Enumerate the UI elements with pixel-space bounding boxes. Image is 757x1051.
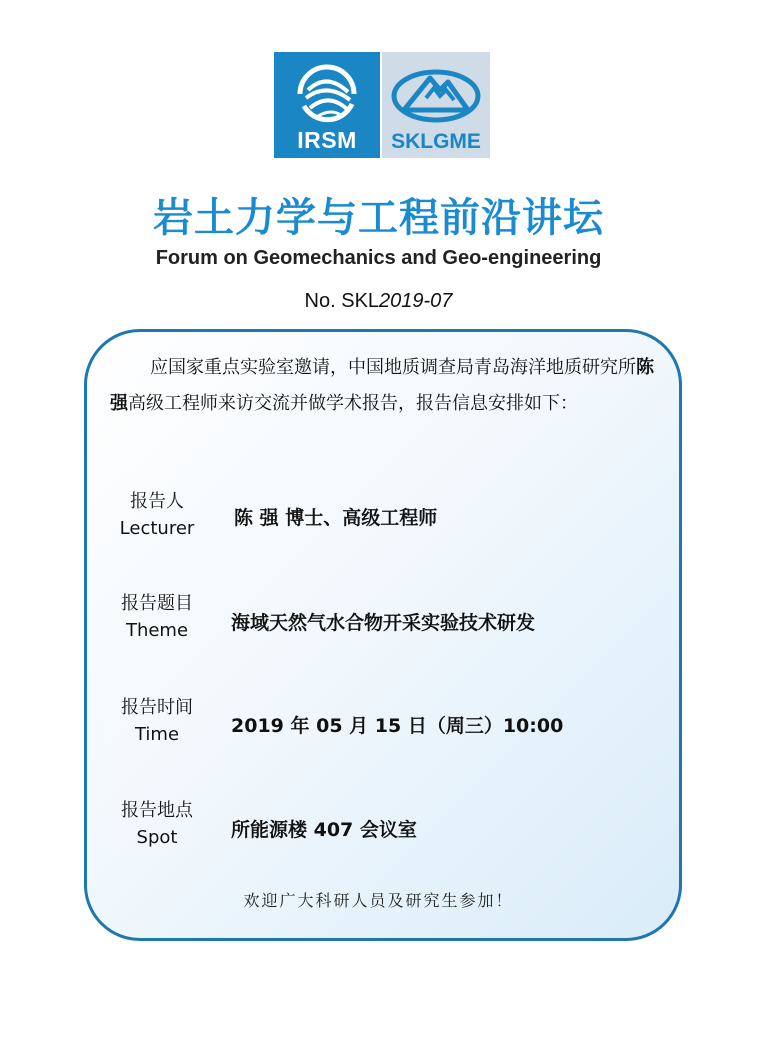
time-label-cn: 报告时间 [121,697,193,718]
sklgme-logo-text: SKLGME [391,130,481,153]
theme-label-en: Theme [125,620,189,641]
spot-label-en: Spot [136,827,178,848]
time-value: 2019 年 05 月 15 日（周三）10:00 [231,715,564,737]
time-label-en: Time [134,724,180,745]
forum-title-en: Forum on Geomechanics and Geo-engineering [155,247,602,269]
theme-label-cn: 报告题目 [121,593,193,614]
irsm-logo-text: IRSM [297,127,357,153]
forum-number [0,290,757,313]
irsm-logo [274,52,380,158]
speaker-name: 陈强 [110,357,654,414]
intro-text-1: 应国家重点实验室邀请，中国地质调查局青岛海洋地质研究所 [150,357,636,378]
intro-paragraph [110,350,658,422]
lecturer-value: 陈 强 博士、高级工程师 [234,507,438,529]
forum-title-cn: 岩土力学与工程前沿讲坛 [153,195,604,241]
spot-value: 所能源楼 407 会议室 [231,819,417,841]
theme-value: 海域天然气水合物开采实验技术研发 [231,612,536,634]
welcome-footer: 欢迎广大科研人员及研究生参加！ [243,891,514,910]
lecturer-label [82,488,232,542]
time-label [82,694,232,748]
sklgme-logo [382,52,490,158]
spot-label-cn: 报告地点 [121,800,193,821]
intro-text-2: 高级工程师来访交流并做学术报告，报告信息安排如下： [128,393,578,414]
number-prefix: No. SKL [304,290,380,312]
lecturer-label-en: Lecturer [119,518,195,539]
spot-label [82,797,232,851]
number-code: 2019-07 [379,290,453,312]
theme-label [82,590,232,644]
lecturer-label-cn: 报告人 [130,491,184,512]
